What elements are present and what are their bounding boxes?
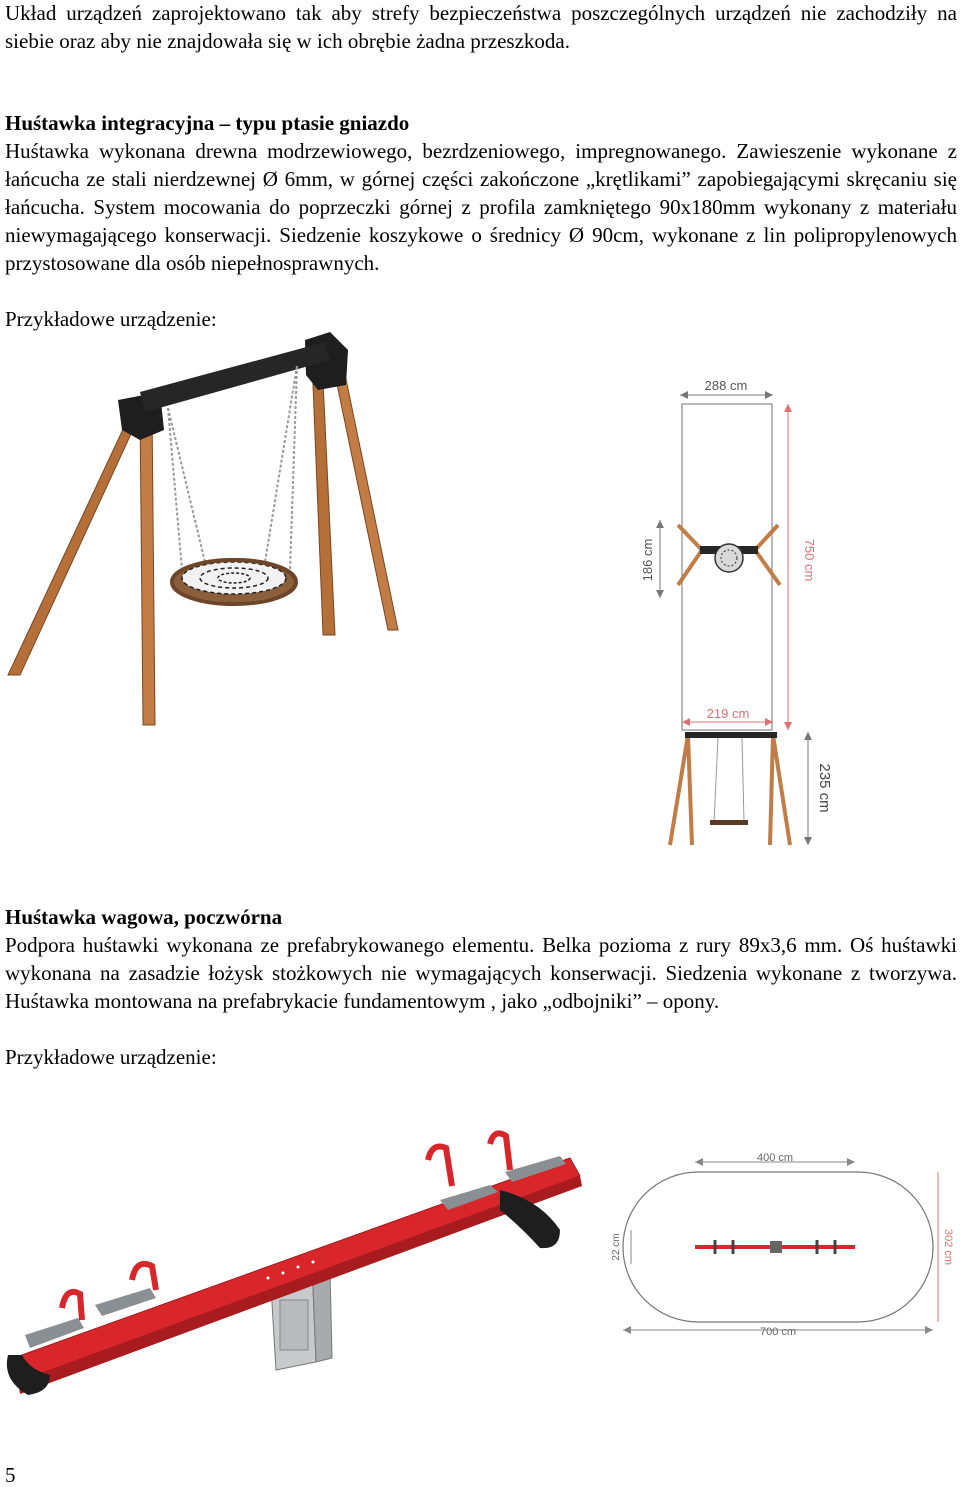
section2-body: Podpora huśtawki wykonana ze prefabrykowanego elementu. Belka pozioma z rury 89x3,6 mm. Oś huśtawki wykonana na zasadzie łożysk stożkowych nie wymagających konserwacji. Siedzenia wykonane z tworzywa. Huśtawka montowana na prefabrykacie fundamentowym , jako „odbojniki” – opony. [5,933,957,1013]
intro-paragraph: Układ urządzeń zaprojektowano tak aby strefy bezpieczeństwa poszczególnych urządzeń nie zachodziły na siebie oraz aby nie znajdowała się w ich obrębie żadna przeszkoda. [5,1,957,53]
dim-label-width-top: 288 cm [704,378,748,393]
section2-example-label: Przykładowe urządzenie: [5,1045,217,1069]
dim-label-top: 400 cm [756,1152,794,1164]
seesaw-illustration [0,1130,590,1400]
nest-swing-illustration [0,330,400,740]
dim-label-zone-height: 186 cm [640,538,655,582]
page-number: 5 [5,1463,16,1487]
section1-heading: Huśtawka integracyjna – typu ptasie gniazdo [5,111,410,135]
section1-example-label: Przykładowe urządzenie: [5,307,217,331]
dim-label-frame-width: 219 cm [706,706,750,721]
dim-label-left: 22 cm [611,1233,622,1261]
dim-label-right: 302 cm [942,1228,954,1266]
section1-body: Huśtawka wykonana drewna modrzewiowego, bezrdzeniowego, impregnowanego. Zawieszenie wykonane z łańcucha ze stali nierdzewnej Ø 6mm, w górnej części zakończone „krętlikami” zapobiegającymi skręcaniu się łańcucha. System mocowania do poprzeczki górnej z profila zamkniętego 90x180mm wykonany z materiału niewymagającego konserwacji. Siedzenie koszykowe o średnicy Ø 90cm, wykonane z lin polipropylenowych przystosowane dla osób niepełnosprawnych. [5,139,957,275]
dim-label-frame-height: 235 cm [816,763,833,813]
dim-label-length: 750 cm [802,538,817,582]
seesaw-dimension-diagram [605,1150,954,1345]
dim-label-bottom: 700 cm [759,1326,797,1338]
nest-swing-dimension-diagram [630,370,850,850]
section2-heading: Huśtawka wagowa, poczwórna [5,905,283,929]
